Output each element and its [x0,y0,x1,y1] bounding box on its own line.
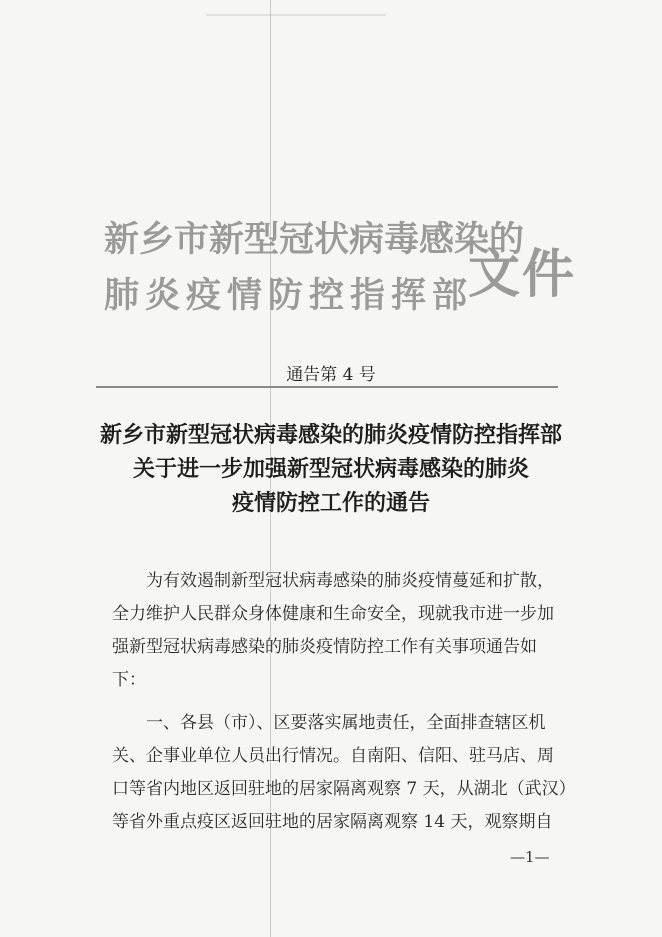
issuer-line-2: 肺炎疫情防控指挥部 [104,275,474,316]
paragraph-1-line-1: 为有效遏制新型冠状病毒感染的肺炎疫情蔓延和扩散， [146,571,554,591]
header-divider [96,386,558,388]
notice-title [90,418,572,520]
notice-body [112,565,576,839]
paragraph-1-line-3: 强新型冠状病毒感染的肺炎疫情防控工作有关事项通告如 [112,637,537,657]
paragraph-1-line-4: 下： [112,670,146,690]
document-type-word: 文件 [468,244,577,305]
paragraph-2-line-3: 口等省内地区返回驻地的居家隔离观察 7 天，从湖北（武汉） [112,779,576,799]
title-line-1: 新乡市新型冠状病毒感染的肺炎疫情防控指挥部 [99,422,562,448]
title-line-3: 疫情防控工作的通告 [231,490,430,516]
paragraph-2-line-4: 等省外重点疫区返回驻地的居家隔离观察 14 天，观察期自 [112,812,553,832]
paragraph-2-line-1: 一、各县（市）、区要落实属地责任，全面排查辖区机 [146,713,546,733]
title-line-2: 关于进一步加强新型冠状病毒感染的肺炎 [132,456,529,482]
page-number: —1— [510,848,550,866]
scan-artifact [206,14,386,16]
notice-number: 通告第 4 号 [286,365,376,385]
paragraph-1-line-2: 全力维护人民群众身体健康和生命安全，现就我市进一步加 [112,604,554,624]
paragraph-2-line-2: 关、企事业单位人员出行情况。自南阳、信阳、驻马店、周 [112,746,554,766]
issuer-line-1: 新乡市新型冠状病毒感染的 [104,219,525,260]
